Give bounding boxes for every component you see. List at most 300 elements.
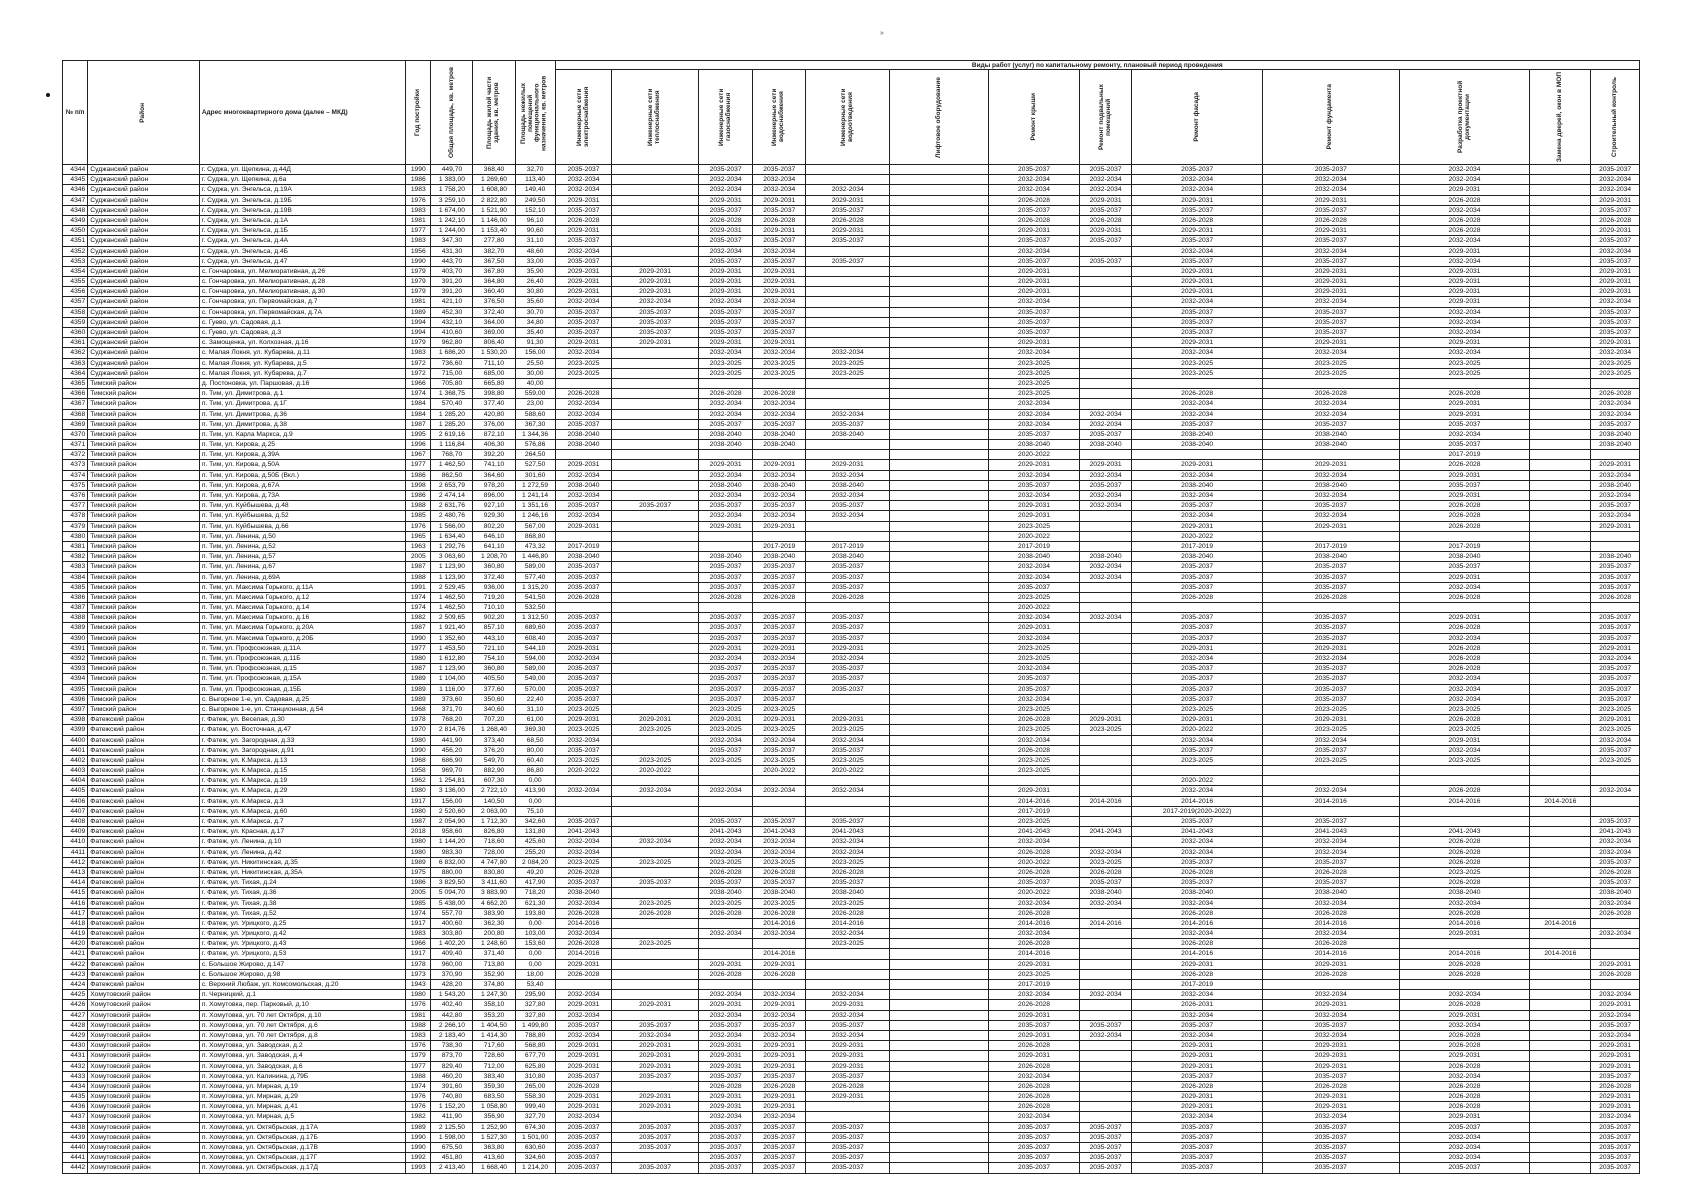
cell-water: 2032-2034 [753,246,806,256]
table-row [63,205,1640,215]
table-row [63,226,1640,236]
cell-elevator [890,205,989,215]
cell-sewage: 2029-2031 [806,1000,890,1010]
cell-district: Тимский район [88,633,200,643]
cell-living-area: 358,10 [473,1000,515,1010]
cell-address: п. Тим, ул. Карла Маркса, д.9 [199,429,405,439]
cell-foundation [1262,378,1399,388]
cell-gas: 2029-2031 [698,1092,753,1102]
cell-foundation: 2035-2037 [1262,1122,1399,1132]
cell-basement: 2032-2034 [1079,1030,1132,1040]
cell-electricity: 2035-2037 [555,633,612,643]
cell-facade: 2035-2037 [1132,1020,1263,1030]
cell-heating [612,552,698,562]
cell-design-docs: 2032-2034 [1399,745,1530,755]
cell-electricity [555,450,612,460]
cell-address: г. Фатеж, ул. Тихая, д.24 [199,878,405,888]
cell-num: 4369 [63,419,88,429]
cell-design-docs: 2041-2043 [1399,827,1530,837]
cell-district: Фатежский район [88,939,200,949]
cell-facade: 2035-2037 [1132,165,1263,175]
cell-heating [612,185,698,195]
cell-basement [1079,969,1132,979]
cell-living-area: 363,80 [473,1143,515,1153]
cell-nonliving-area: 23,00 [515,399,555,409]
cell-doors-windows [1530,857,1591,867]
col-header-total-area: Общая площадь, кв. метров [431,61,473,165]
cell-elevator [890,287,989,297]
cell-num: 4420 [63,939,88,949]
cell-heating [612,1153,698,1163]
cell-design-docs: 2026-2028 [1399,195,1530,205]
cell-year: 1962 [406,776,431,786]
cell-living-area: 2 722,10 [473,786,515,796]
cell-year: 1968 [406,755,431,765]
cell-gas: 2035-2037 [698,419,753,429]
cell-water: 2023-2025 [753,755,806,765]
cell-year: 1976 [406,1102,431,1112]
cell-foundation: 2035-2037 [1262,684,1399,694]
cell-water [753,796,806,806]
table-row [63,786,1640,796]
cell-num: 4385 [63,582,88,592]
cell-total-area: 373,60 [431,694,473,704]
cell-basement: 2023-2025 [1079,857,1132,867]
cell-electricity: 2038-2040 [555,552,612,562]
cell-basement [1079,1000,1132,1010]
cell-nonliving-area: 86,80 [515,766,555,776]
table-row [63,541,1640,551]
cell-address: п. Тим, ул. Ленина, д.67 [199,562,405,572]
cell-electricity: 2032-2034 [555,297,612,307]
col-header-work-water: Инженерные сети водоснабжения [753,70,806,165]
cell-water: 2032-2034 [753,1010,806,1020]
cell-basement [1079,623,1132,633]
cell-address: п. Тим, ул. Ленина, д.69А [199,572,405,582]
cell-year: 1966 [406,939,431,949]
cell-basement [1079,643,1132,653]
cell-num: 4407 [63,806,88,816]
cell-foundation: 2035-2037 [1262,419,1399,429]
cell-num: 4368 [63,409,88,419]
cell-design-docs: 2032-2034 [1399,205,1530,215]
cell-basement: 2032-2034 [1079,501,1132,511]
cell-living-area: 728,00 [473,847,515,857]
cell-doors-windows [1530,328,1591,338]
cell-design-docs: 2029-2031 [1399,470,1530,480]
cell-year: 1983 [406,236,431,246]
cell-facade: 2032-2034 [1132,399,1263,409]
cell-foundation: 2041-2043 [1262,827,1399,837]
cell-num: 4431 [63,1051,88,1061]
cell-water: 2035-2037 [753,317,806,327]
cell-elevator [890,725,989,735]
cell-heating: 2035-2037 [612,328,698,338]
cell-water: 2035-2037 [753,572,806,582]
cell-address: с. Выгорное 1-е, ул. Станционная, д.54 [199,704,405,714]
cell-year: 1989 [406,674,431,684]
cell-sewage [806,949,890,959]
cell-basement [1079,277,1132,287]
cell-num: 4437 [63,1112,88,1122]
cell-nonliving-area: 113,40 [515,175,555,185]
cell-construction-control: 2035-2037 [1591,236,1640,246]
cell-year: 1994 [406,317,431,327]
cell-address: п. Тим, ул. Профсоюзная, д.15 [199,664,405,674]
cell-facade: 2035-2037 [1132,419,1263,429]
cell-facade: 2029-2031 [1132,715,1263,725]
cell-year: 1973 [406,969,431,979]
cell-nonliving-area: 0,00 [515,949,555,959]
table-row [63,929,1640,939]
cell-district: Тимский район [88,531,200,541]
cell-foundation: 2035-2037 [1262,1163,1399,1173]
cell-nonliving-area: 1 315,20 [515,582,555,592]
cell-living-area: 707,20 [473,715,515,725]
cell-foundation: 2029-2031 [1262,1000,1399,1010]
cell-total-area: 1 244,00 [431,226,473,236]
cell-num: 4344 [63,165,88,175]
scan-dot [46,93,50,97]
table-row [63,837,1640,847]
cell-construction-control [1591,776,1640,786]
cell-foundation: 2032-2034 [1262,1112,1399,1122]
cell-total-area: 5 438,00 [431,898,473,908]
cell-heating [612,236,698,246]
cell-construction-control [1591,796,1640,806]
cell-heating [612,623,698,633]
cell-sewage: 2032-2034 [806,847,890,857]
cell-electricity: 2041-2043 [555,827,612,837]
cell-heating: 2035-2037 [612,1122,698,1132]
cell-foundation: 2032-2034 [1262,929,1399,939]
cell-living-area: 360,40 [473,287,515,297]
cell-year: 1991 [406,582,431,592]
cell-electricity: 2026-2028 [555,592,612,602]
cell-heating [612,633,698,643]
cell-roof: 2026-2028 [989,867,1080,877]
cell-water: 2014-2016 [753,918,806,928]
table-row [63,552,1640,562]
table-row [63,867,1640,877]
cell-nonliving-area: 577,40 [515,572,555,582]
table-row [63,165,1640,175]
cell-num: 4418 [63,918,88,928]
cell-design-docs: 2026-2028 [1399,908,1530,918]
cell-district: Тимский район [88,684,200,694]
table-row [63,328,1640,338]
cell-basement [1079,755,1132,765]
cell-roof: 2038-2040 [989,552,1080,562]
cell-basement: 2026-2028 [1079,215,1132,225]
cell-num: 4355 [63,277,88,287]
cell-gas: 2026-2028 [698,389,753,399]
cell-heating: 2035-2037 [612,501,698,511]
cell-design-docs: 2032-2034 [1399,1153,1530,1163]
cell-nonliving-area: 788,80 [515,1030,555,1040]
table-row [63,603,1640,613]
cell-district: Хомутовский район [88,1030,200,1040]
cell-electricity: 2026-2028 [555,215,612,225]
cell-roof: 2026-2028 [989,745,1080,755]
cell-address: п. Хомутовка, ул. Заводская, д.6 [199,1061,405,1071]
cell-num: 4391 [63,643,88,653]
page-marker: » [880,30,884,37]
cell-gas: 2029-2031 [698,521,753,531]
cell-living-area: 406,30 [473,440,515,450]
cell-gas: 2035-2037 [698,694,753,704]
cell-roof: 2020-2022 [989,857,1080,867]
cell-basement [1079,521,1132,531]
cell-doors-windows [1530,1061,1591,1071]
cell-address: п. Тим, ул. Димитрова, д.1 [199,389,405,399]
table-row [63,215,1640,225]
cell-elevator [890,786,989,796]
cell-foundation: 2029-2031 [1262,1102,1399,1112]
cell-gas: 2035-2037 [698,205,753,215]
cell-design-docs [1399,939,1530,949]
cell-sewage: 2029-2031 [806,1092,890,1102]
cell-living-area: 806,40 [473,338,515,348]
cell-design-docs: 2026-2028 [1399,969,1530,979]
cell-facade: 2032-2034 [1132,1010,1263,1020]
cell-foundation: 2029-2031 [1262,226,1399,236]
cell-foundation: 2032-2034 [1262,491,1399,501]
cell-living-area: 1 058,80 [473,1102,515,1112]
cell-address: п. Тим, ул. Кирова, д.25 [199,440,405,450]
cell-doors-windows: 2014-2016 [1530,949,1591,959]
table-row [63,195,1640,205]
cell-address: г. Суджа, ул. Энгельса, д.1А [199,215,405,225]
cell-construction-control: 2035-2037 [1591,745,1640,755]
cell-address: д. Постоновка, ул. Паршовая, д.16 [199,378,405,388]
cell-water: 2029-2031 [753,959,806,969]
cell-electricity: 2026-2028 [555,867,612,877]
cell-address: г. Фатеж, ул. Тихая, д.38 [199,898,405,908]
cell-water: 2038-2040 [753,480,806,490]
cell-design-docs [1399,766,1530,776]
cell-water: 2032-2034 [753,175,806,185]
cell-electricity: 2023-2025 [555,857,612,867]
cell-foundation: 2029-2031 [1262,521,1399,531]
cell-district: Тимский район [88,419,200,429]
cell-construction-control: 2035-2037 [1591,1020,1640,1030]
cell-design-docs: 2026-2028 [1399,715,1530,725]
cell-nonliving-area: 149,40 [515,185,555,195]
cell-address: п. Тим, ул. Максима Горького, д.11А [199,582,405,592]
cell-heating: 2020-2022 [612,766,698,776]
cell-facade: 2032-2034 [1132,185,1263,195]
cell-design-docs: 2032-2034 [1399,1071,1530,1081]
cell-district: Тимский район [88,389,200,399]
cell-elevator [890,1153,989,1163]
cell-address: п. Тим, ул. Максима Горького, д.14 [199,603,405,613]
cell-sewage: 2032-2034 [806,491,890,501]
cell-roof: 2032-2034 [989,185,1080,195]
cell-living-area: 710,10 [473,603,515,613]
cell-construction-control: 2023-2025 [1591,368,1640,378]
cell-living-area: 1 530,20 [473,348,515,358]
cell-sewage: 2029-2031 [806,1061,890,1071]
cell-electricity: 2035-2037 [555,664,612,674]
cell-gas: 2032-2034 [698,470,753,480]
cell-electricity: 2035-2037 [555,317,612,327]
cell-year: 1976 [406,521,431,531]
cell-district: Хомутовский район [88,1010,200,1020]
cell-nonliving-area: 35,40 [515,328,555,338]
cell-basement [1079,1102,1132,1112]
cell-living-area: 1 668,40 [473,1163,515,1173]
cell-num: 4351 [63,236,88,246]
cell-water: 2032-2034 [753,297,806,307]
cell-roof: 2020-2022 [989,450,1080,460]
cell-address: г. Суджа, ул. Щепкина, д.44Д [199,165,405,175]
cell-heating: 2029-2031 [612,1061,698,1071]
cell-sewage: 2023-2025 [806,725,890,735]
table-row [63,399,1640,409]
cell-district: Суджанский район [88,185,200,195]
cell-water: 2032-2034 [753,470,806,480]
cell-electricity: 2038-2040 [555,429,612,439]
cell-facade: 2029-2031 [1132,195,1263,205]
cell-water: 2035-2037 [753,1153,806,1163]
cell-living-area: 368,40 [473,165,515,175]
cell-year: 1974 [406,908,431,918]
cell-elevator [890,1122,989,1132]
cell-nonliving-area: 527,50 [515,460,555,470]
cell-sewage: 2035-2037 [806,256,890,266]
cell-district: Фатежский район [88,857,200,867]
cell-construction-control: 2023-2025 [1591,755,1640,765]
cell-doors-windows [1530,1153,1591,1163]
cell-roof: 2023-2025 [989,817,1080,827]
cell-sewage: 2035-2037 [806,236,890,246]
cell-water: 2038-2040 [753,429,806,439]
cell-heating [612,215,698,225]
cell-living-area: 367,80 [473,266,515,276]
cell-electricity [555,531,612,541]
cell-address: п. Тим, ул. Кирова, д.50А [199,460,405,470]
cell-foundation: 2026-2028 [1262,908,1399,918]
cell-living-area: 3 411,60 [473,878,515,888]
cell-total-area: 1 462,50 [431,460,473,470]
cell-heating [612,226,698,236]
cell-sewage: 2023-2025 [806,755,890,765]
cell-sewage [806,338,890,348]
cell-district: Суджанский район [88,175,200,185]
cell-living-area: 712,00 [473,1061,515,1071]
cell-doors-windows [1530,419,1591,429]
cell-basement: 2023-2025 [1079,725,1132,735]
cell-construction-control [1591,949,1640,959]
cell-basement: 2032-2034 [1079,491,1132,501]
cell-nonliving-area: 310,80 [515,1071,555,1081]
cell-elevator [890,867,989,877]
cell-basement: 2035-2037 [1079,205,1132,215]
cell-sewage: 2035-2037 [806,1163,890,1173]
cell-elevator [890,541,989,551]
table-row [63,633,1640,643]
cell-address: с. Гончаровка, ул. Первомайская, д.7 [199,297,405,307]
cell-water: 2026-2028 [753,1081,806,1091]
cell-heating [612,918,698,928]
cell-doors-windows [1530,460,1591,470]
cell-district: Хомутовский район [88,1020,200,1030]
cell-gas: 2029-2031 [698,1061,753,1071]
cell-doors-windows [1530,939,1591,949]
cell-facade: 2035-2037 [1132,256,1263,266]
cell-num: 4432 [63,1061,88,1071]
cell-district: Тимский район [88,450,200,460]
cell-roof: 2017-2019 [989,806,1080,816]
cell-district: Тимский район [88,399,200,409]
cell-year: 1990 [406,745,431,755]
cell-address: п. Тим, ул. Куйбышева, д.52 [199,511,405,521]
cell-year: 1975 [406,867,431,877]
cell-water: 2032-2034 [753,654,806,664]
cell-water: 2026-2028 [753,969,806,979]
cell-gas: 2029-2031 [698,1051,753,1061]
table-row [63,980,1640,990]
cell-num: 4356 [63,287,88,297]
cell-total-area: 2 480,76 [431,511,473,521]
cell-year: 1976 [406,195,431,205]
cell-facade: 2035-2037 [1132,572,1263,582]
cell-heating [612,654,698,664]
cell-heating [612,460,698,470]
cell-water: 2035-2037 [753,419,806,429]
cell-living-area: 927,10 [473,501,515,511]
cell-facade: 2035-2037 [1132,1071,1263,1081]
cell-year: 1989 [406,857,431,867]
cell-num: 4425 [63,990,88,1000]
cell-elevator [890,674,989,684]
cell-construction-control: 2032-2034 [1591,1112,1640,1122]
cell-sewage: 2026-2028 [806,215,890,225]
cell-electricity [555,603,612,613]
cell-living-area: 362,30 [473,918,515,928]
table-row [63,450,1640,460]
cell-facade: 2026-2028 [1132,389,1263,399]
cell-num: 4408 [63,817,88,827]
cell-construction-control: 2035-2037 [1591,1153,1640,1163]
cell-elevator [890,796,989,806]
cell-living-area: 371,40 [473,949,515,959]
cell-doors-windows [1530,266,1591,276]
cell-elevator [890,552,989,562]
cell-district: Суджанский район [88,236,200,246]
cell-construction-control: 2035-2037 [1591,307,1640,317]
cell-num: 4400 [63,735,88,745]
cell-year: 1987 [406,817,431,827]
cell-year: 1986 [406,470,431,480]
cell-basement: 2035-2037 [1079,1143,1132,1153]
cell-year: 1967 [406,450,431,460]
cell-address: г. Фатеж, ул. К.Маркса, д.60 [199,806,405,816]
cell-nonliving-area: 75,10 [515,806,555,816]
cell-gas: 2035-2037 [698,664,753,674]
cell-living-area: 1 521,90 [473,205,515,215]
cell-year: 1972 [406,358,431,368]
cell-facade: 2026-2028 [1132,1081,1263,1091]
cell-basement [1079,592,1132,602]
cell-living-area: 1 414,30 [473,1030,515,1040]
cell-nonliving-area: 630,60 [515,1143,555,1153]
cell-num: 4380 [63,531,88,541]
cell-num: 4442 [63,1163,88,1173]
cell-heating [612,348,698,358]
cell-doors-windows [1530,480,1591,490]
